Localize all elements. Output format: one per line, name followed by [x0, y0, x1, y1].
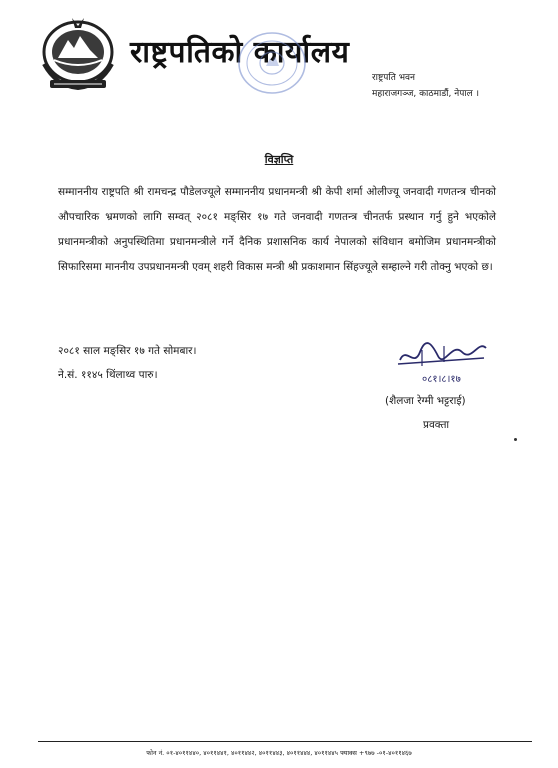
address-line-1: राष्ट्रपति भवन	[372, 73, 416, 83]
nepal-sambat-date: ने.सं. ११४५ थिंलाथ्व पारु।	[58, 369, 158, 381]
notice-heading	[0, 152, 558, 167]
address-line-2: महाराजगञ्ज, काठमाडौं, नेपाल ।	[372, 89, 480, 99]
footer-divider	[38, 741, 532, 742]
spokesperson-title: प्रवक्ता	[423, 419, 450, 431]
footer-contacts: फोन नं. ०१-४०११४४०, ४०११४४१, ४०११४४२, ४०११४४३, ४०११४४४, ४०११४४५ फ्याक्स +९७७ -०१-४०११४६७	[146, 749, 412, 757]
notice-date: २०८१ साल मङ्सिर १७ गते सोमबार।	[58, 345, 197, 357]
spokesperson-name: (शैलजा रेग्मी भट्टराई)	[385, 395, 466, 407]
office-name: राष्ट्रपतिको कार्यालय	[130, 35, 350, 70]
signature-date: ०८१।८।१७	[422, 374, 461, 385]
office-seal-icon	[236, 30, 308, 96]
nepal-emblem-icon	[34, 14, 122, 94]
stray-mark	[514, 438, 517, 441]
notice-heading-text: विज्ञप्ति	[264, 153, 294, 166]
notice-body: सम्माननीय राष्ट्रपति श्री रामचन्द्र पौडेलज्यूले सम्माननीय प्रधानमन्त्री श्री केपी शर्मा ओलीज्यू जनवादी गणतन्त्र चीनको औपचारिक भ्रमणको लागि सम्वत् २०८१ मङ्सिर १७ गते जनवादी गणतन्त्र चीनतर्फ प्रस्थान गर्नु हुने भएकोले प्रधानमन्त्रीको अनुपस्थितिमा प्रधानमन्त्रीले गर्ने दैनिक प्रशासनिक कार्य नेपालको संविधान बमोजिम प्रधानमन्त्रीको सिफारिसमा माननीय उपप्रधानमन्त्री एवम् शहरी विकास मन्त्री श्री प्रकाशमान सिंहज्यूले सम्हाल्ने गरी तोक्नु भएको छ।	[58, 186, 496, 273]
handwritten-signature-icon	[392, 338, 492, 390]
